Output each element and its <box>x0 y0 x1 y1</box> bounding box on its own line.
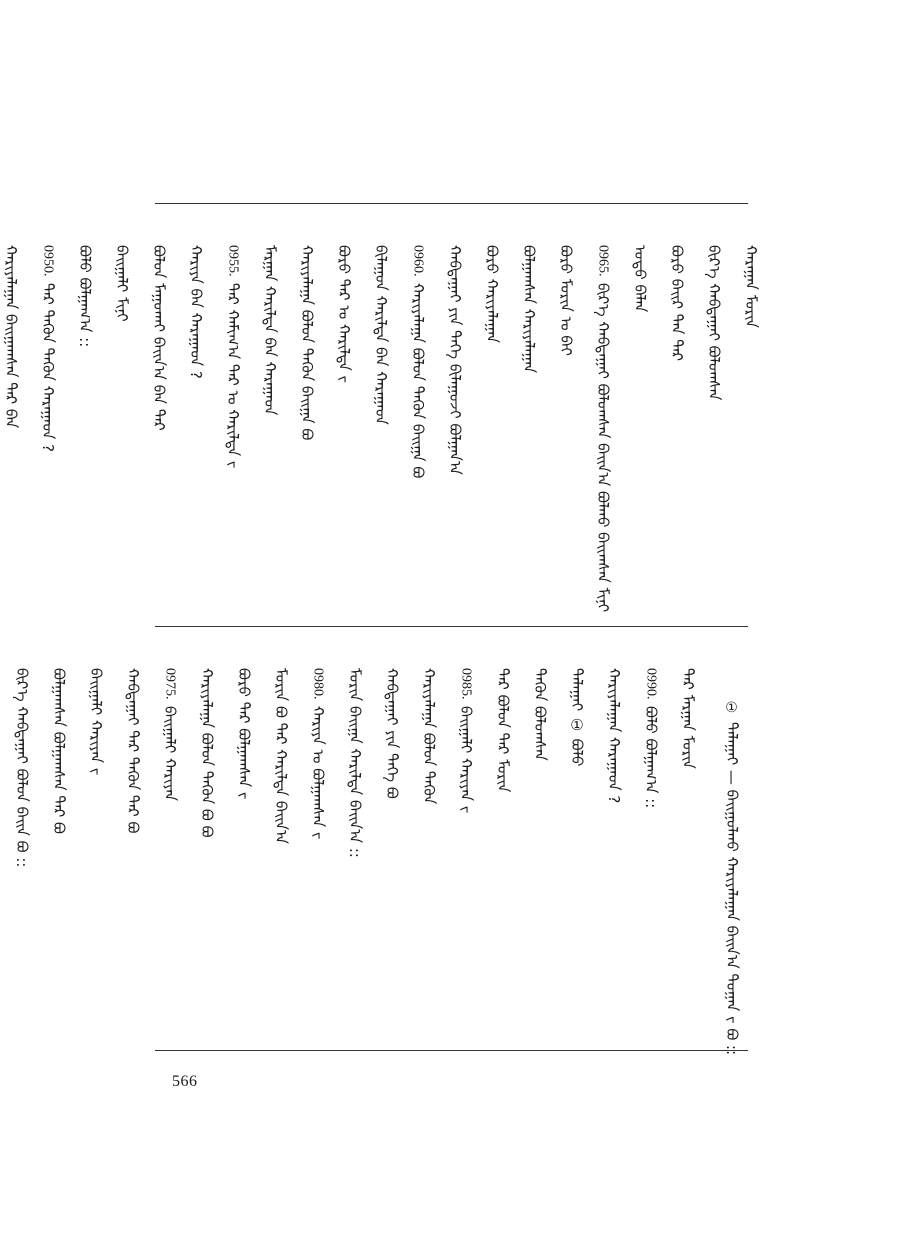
verse-number: 0950. <box>40 245 56 277</box>
verse-text: ᠮᠠᠷᠭᠠᠨ ᠬᠠᠷᠢᠯᠲᠠ ᠪᠠᠨ ᠬᠠᠷᠠᠭᠠᠳ <box>261 245 279 416</box>
verse-text: ᠬᠠᠪᠲᠠᠭᠠᠢ ᠶᠢᠨ ᠲᠡᠬᠡ ᠪᠢᠯᠠᠭᠤᠵᠢ ᠪᠣᠯᠭᠠᠨ᠎ᠠ <box>446 245 464 475</box>
verse-text: ᠬᠠᠷᠢᠶᠠᠯᠠᠭᠠ ᠪᠣᠯᠣᠨ ᠲᠡᠭᠦᠨ ᠪᠠᠢᠭᠠ ᠪᠣ <box>298 245 316 441</box>
upper-text-block <box>2 245 760 612</box>
upper-line <box>225 245 240 612</box>
verse-text: ᠪᠢᠯᠠᠭᠤᠨ ᠬᠠᠷᠢᠯᠲᠠ ᠪᠠᠨ ᠬᠠᠷᠠᠭᠠᠳ <box>372 245 390 425</box>
lower-line <box>643 668 658 867</box>
lower-line <box>310 668 325 867</box>
upper-line <box>373 245 388 612</box>
verse-text: ᠪᠠᠢᠭᠠᠯᠢ ᠮᠢᠨᠢ <box>113 245 131 322</box>
verse-text: ᠪᠣᠯᠭᠠᠭᠰᠠᠨ ᠬᠠᠷᠢᠶᠠᠯᠠᠭᠠᠨ <box>520 245 538 373</box>
verse-text: ᠪᠣᠷᠣ ᠬᠠᠷᠢᠶᠠᠯᠠᠭᠠᠨ <box>483 245 501 343</box>
middle-rule <box>155 626 748 627</box>
upper-line <box>558 245 573 612</box>
verse-text: ᠬᠠᠷᠢᠶᠠᠯᠠᠭᠠ ᠪᠣᠯᠣᠨ ᠲᠡᠭᠦᠨ ᠪᠠᠢᠭᠠ ᠪᠣ <box>409 282 427 478</box>
upper-line <box>632 245 647 612</box>
verse-text: ᠪᠣᠷᠣ ᠲᠡᠷ ᠤ ᠬᠠᠷᠢᠯᠲᠠ ᠶ᠋ <box>335 245 353 384</box>
upper-line <box>40 245 55 612</box>
upper-line <box>669 245 684 612</box>
upper-line <box>410 245 425 612</box>
lower-line <box>569 668 584 867</box>
upper-line <box>262 245 277 612</box>
verse-text: ᠪᠢᠷ᠎ᠡ ᠬᠠᠪᠲᠠᠭᠠᠢ ᠪᠣᠯᠣᠨ ᠪᠠᠢᠨ ᠪᠣ :: <box>13 668 31 868</box>
lower-line <box>458 668 473 867</box>
upper-line <box>77 245 92 612</box>
verse-text: ᠪᠣᠯᠣ ᠪᠣᠯᠭᠠᠭ᠎ᠠ :: <box>642 705 660 808</box>
verse-text: ᠪᠣᠯᠣ ᠪᠣᠯᠭᠠᠭ᠎ᠠ :: <box>76 245 94 348</box>
verse-text: ᠬᠠᠪᠲᠠᠭᠠᠢ ᠶᠢᠨ ᠲᠡᠬᠡ ᠪᠣ <box>383 668 401 799</box>
upper-line <box>299 245 314 612</box>
bottom-rule <box>155 1050 748 1051</box>
verse-number: 0965. <box>595 245 611 277</box>
verse-text: ᠲᠡᠷ ᠲᠡᠭᠦᠨ ᠲᠡᠭᠦᠨ ᠬᠠᠷᠠᠭᠠᠳ ? <box>39 282 57 452</box>
footnote-text: ᠲᠠᠯᠠᠭᠠᠢ — ᠪᠠᠢᠭᠤᠯᠬᠤ ᠬᠠᠷᠢᠶᠠᠯᠠᠭᠠᠨ ᠪᠠᠢᠨ᠎ᠠ ᠲᠣᠭᠠᠨ ᠶ᠋ ᠪᠣ :: <box>723 722 741 1056</box>
verse-text: ᠬᠠᠪᠲᠠᠭᠠᠢ ᠲᠡᠷ ᠲᠡᠭᠦᠨ ᠲᠡᠷ ᠪᠣ <box>124 668 142 834</box>
lower-line <box>14 668 29 867</box>
verse-text: ᠲᠡᠷ ᠮᠠᠷᠭᠠᠨ ᠮᠣᠷᠢᠨ <box>679 668 697 769</box>
verse-text: ᠪᠢᠷ᠎ᠡ ᠬᠠᠪᠲᠠᠭᠠᠢ ᠪᠣᠯᠣᠭᠰᠠᠨ ᠪᠠᠢᠨ᠎ᠠ ᠪᠣᠯᠬᠤ ᠪᠠᠢᠭᠰᠠᠨ ᠮᠢᠨᠢ <box>594 282 612 612</box>
verse-text: ᠲᠡᠷ ᠪᠣᠯᠣᠨ ᠲᠡᠷ ᠮᠣᠷᠢᠨ <box>494 668 512 793</box>
lower-line <box>199 668 214 867</box>
verse-text: ᠬᠠᠷᠢᠶᠠ ᠪᠠᠨ ᠬᠠᠷᠠᠭᠠᠳ ? <box>187 245 205 379</box>
verse-text: ᠪᠣᠷᠣ ᠮᠣᠷᠢᠨ ᠤ ᠪᠠᠢ <box>557 245 575 356</box>
verse-text: ᠬᠠᠷᠢᠶᠠᠯᠠᠭᠠᠨ ᠬᠠᠷᠠᠭᠠᠳ ? <box>605 668 623 804</box>
verse-number: 0975. <box>162 668 178 700</box>
top-rule <box>155 203 748 204</box>
lower-line <box>421 668 436 867</box>
lower-line <box>125 668 140 867</box>
lower-line <box>236 668 251 867</box>
verse-text: ᠪᠣᠷᠣ ᠪᠠᠢᠷ ᠲᠠᠨ ᠲᠡᠷ <box>668 245 686 362</box>
verse-text: ᠪᠣᠯᠣᠨ ᠮᠠᠭᠤᠬᠠᠢ ᠪᠠᠢᠨ᠎ᠠ ᠪᠠᠨ ᠲᠡᠷ <box>150 245 168 431</box>
verse-text: ᠪᠠᠢᠭᠠᠯᠢ ᠬᠠᠷᠢᠶᠠᠨ <box>161 705 179 801</box>
verse-text: ᠮᠣᠷᠢᠨ ᠪᠠᠢᠭᠠ ᠬᠠᠷᠢᠯᠲᠠ ᠪᠠᠢᠨ᠎ᠠ :: <box>346 668 364 858</box>
lower-line <box>532 668 547 867</box>
verse-number: 0985. <box>458 668 474 700</box>
verse-text: ᠬᠠᠷᠠᠭᠠᠨ ᠮᠣᠷᠢᠨ <box>742 245 760 328</box>
verse-number: 0960. <box>410 245 426 277</box>
upper-line <box>743 245 758 612</box>
verse-text: ᠪᠣᠷᠣ ᠲᠡᠷ ᠪᠣᠯᠭᠠᠭᠰᠠᠨ ᠶ᠋ <box>235 668 253 800</box>
upper-line <box>114 245 129 612</box>
page-number: 566 <box>172 1073 198 1090</box>
lower-line <box>162 668 177 867</box>
verse-number: 0955. <box>225 245 241 277</box>
upper-line <box>336 245 351 612</box>
lower-text-block <box>13 668 697 868</box>
verse-number: 0990. <box>643 668 659 700</box>
verse-text: ᠪᠢᠷ᠎ᠡ ᠬᠠᠪᠲᠠᠭᠠᠢ ᠪᠣᠯᠣᠭᠰᠠᠨ <box>705 245 723 401</box>
lower-line <box>51 668 66 867</box>
upper-line <box>188 245 203 612</box>
upper-line <box>484 245 499 612</box>
upper-line <box>521 245 536 612</box>
lower-line <box>384 668 399 867</box>
upper-line <box>595 245 610 612</box>
verse-text: ᠪᠣᠯᠭᠠᠭᠰᠠᠨ ᠪᠣᠯᠭᠠᠭᠰᠠᠨ ᠲᠡᠷ ᠪᠣ <box>50 668 68 834</box>
upper-line <box>3 245 18 612</box>
upper-line <box>151 245 166 612</box>
verse-text: ᠣᠳᠣ ᠪᠡᠯᠡᠨ <box>631 245 649 313</box>
verse-text: ᠪᠠᠢᠭᠠᠯᠢ ᠬᠠᠷᠢᠶᠠᠨ ᠶ᠋ <box>87 668 105 776</box>
verse-text: ᠲᠡᠷ ᠬᠠᠮᠢᠭ᠎ᠠ ᠲᠡᠷ ᠤ ᠬᠠᠷᠢᠯᠲᠠ ᠶ᠋ <box>224 282 242 468</box>
verse-text: ᠬᠠᠷᠢᠶᠠᠯᠠᠭᠠ ᠪᠣᠯᠣᠨ ᠲᠡᠭᠦᠨ <box>420 668 438 805</box>
verse-number: 0980. <box>310 668 326 700</box>
lower-line <box>495 668 510 867</box>
footnote-mark: ① <box>725 700 738 716</box>
verse-text: ᠪᠠᠢᠭᠠᠯᠢ ᠬᠠᠷᠢᠶᠠᠨ ᠶ᠋ <box>457 705 475 813</box>
verse-text: ᠬᠠᠷᠢᠶᠠᠯᠠᠭᠠᠨ ᠪᠠᠢᠭᠠᠭᠰᠠᠨ ᠲᠡᠷ ᠪᠠᠨ <box>2 245 20 429</box>
lower-line <box>606 668 621 867</box>
verse-text: ᠬᠠᠷᠢᠶᠠ ᠤ ᠪᠣᠯᠭᠠᠭᠰᠠᠨ ᠶ᠋ <box>309 705 327 839</box>
verse-text: ᠲᠡᠭᠦᠨ ᠪᠣᠯᠣᠭᠰᠠᠨ <box>531 668 549 761</box>
verse-text: ᠮᠣᠷᠢᠨ ᠪᠣ ᠲᠡᠷ ᠬᠠᠷᠢᠯᠲᠠ ᠪᠠᠢᠨ᠎ᠠ <box>272 668 290 844</box>
verse-text: ᠲᠠᠯᠠᠭᠠᠢ ① ᠪᠣᠯᠣ <box>568 668 586 767</box>
upper-line <box>706 245 721 612</box>
footnote <box>724 700 739 1055</box>
lower-line <box>680 668 695 867</box>
lower-line <box>347 668 362 867</box>
verse-text: ᠬᠠᠷᠢᠶᠠᠯᠠᠭᠠ ᠪᠣᠯᠣᠨ ᠲᠡᠭᠦᠨ ᠪᠣ ᠪᠣ <box>198 668 216 838</box>
upper-line <box>447 245 462 612</box>
lower-line <box>88 668 103 867</box>
lower-line <box>273 668 288 867</box>
